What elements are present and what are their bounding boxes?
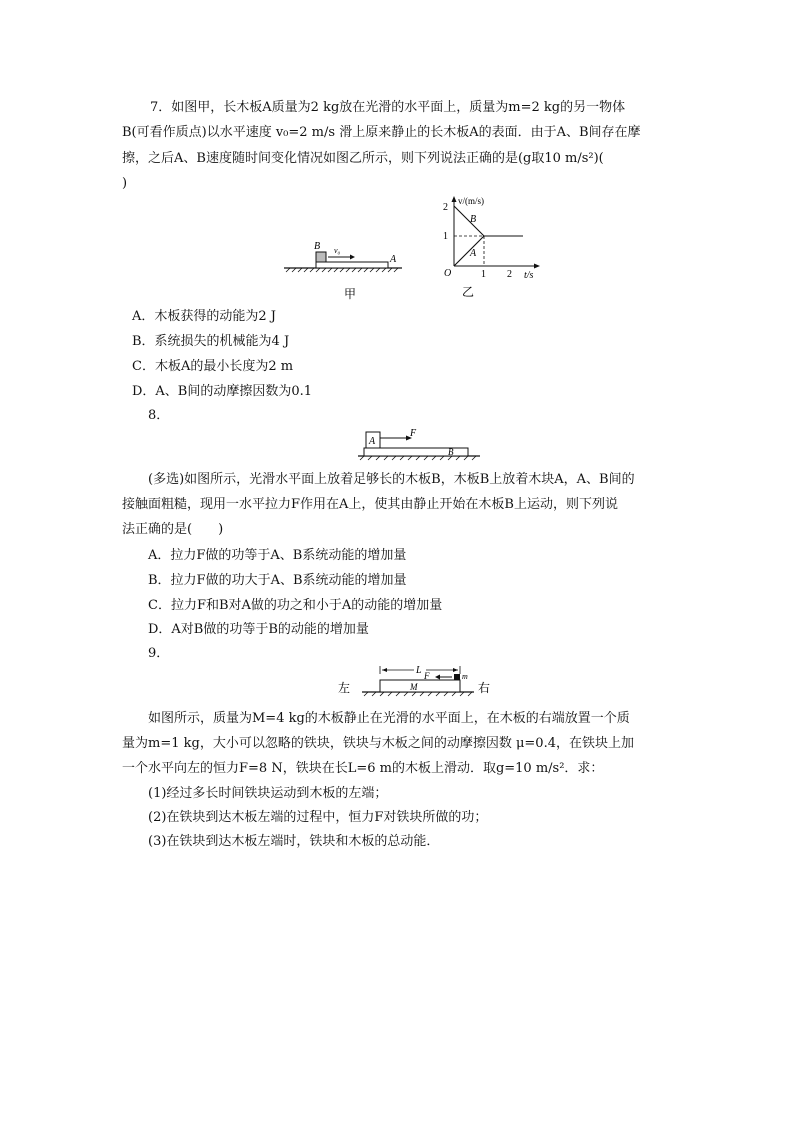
y-tick-2: 2 [443,202,448,213]
series-label-B: B [470,214,477,225]
q8-stem-line-2: 接触面粗糙，现用一水平拉力F作用在A上，使其由静止开始在木板B上运动，则下列说 [122,497,618,512]
q9-item-1: (1)经过多长时间铁块运动到木板的左端； [148,786,388,801]
q7-figure-yi [432,194,552,302]
x-axis-label: t/s [524,270,534,281]
iron-block-m [454,674,460,680]
x-tick-1: 1 [481,269,486,280]
board-M [380,680,460,692]
label-m: m [462,672,468,681]
board-A [316,262,388,268]
q7-stem-line-4: ) [122,176,128,191]
caption-yi: 乙 [462,285,475,299]
caption-jia: 甲 [344,287,357,301]
label-right: 右 [478,681,491,695]
q8-option-b: B．拉力F做的功大于A、B系统动能的增加量 [148,573,407,588]
label-F: F [410,428,417,439]
block-B [316,252,326,262]
series-label-A: A [470,248,477,259]
label-L: L [416,665,422,676]
label-M: M [410,682,418,692]
q7-option-c: C．木板A的最小长度为2 m [132,359,294,374]
ground-hatch [286,268,398,272]
q8-stem-line-3: 法正确的是( ) [122,522,224,537]
q9-stem-line-2: 量为m=1 kg，大小可以忽略的铁块，铁块与木板之间的动摩擦因数 μ=0.4，在铁块上加 [122,736,634,751]
q8-stem-line-1: (多选)如图所示，光滑水平面上放着足够长的木板B，木板B上放着木块A，A、B间的 [148,472,635,487]
q9-item-2: (2)在铁块到达木板左端的过程中，恒力F对铁块所做的功； [148,810,488,825]
label-left: 左 [338,681,351,695]
q8-option-c: C．拉力F和B对A做的功之和小于A的动能的增加量 [148,598,443,613]
q9-figure [334,664,498,700]
series-line-A [454,236,484,266]
q8-number: 8． [148,408,170,423]
origin-label: O [444,268,452,279]
q7-option-a: A．木板获得的动能为2 J [132,309,277,324]
label-A: A [390,254,397,265]
q7-stem-line-3: 擦，之后A、B速度随时间变化情况如图乙所示，则下列说法正确的是(g取10 m/s²)( [122,151,604,166]
y-tick-1: 1 [443,231,448,242]
q9-number: 9． [148,646,170,661]
q7-stem-line-2: B(可看作质点)以水平速度 v₀=2 m/s 滑上原来静止的长木板A的表面．由于A、B间存在摩 [122,125,641,140]
q7-option-b: B．系统损失的机械能为4 J [132,334,290,349]
label-v0: v₀ [334,246,341,255]
ground-hatch [360,456,476,460]
series-line-B [454,206,523,236]
q7-option-d: D．A、B间的动摩擦因数为0.1 [132,384,313,399]
q9-stem-line-3: 一个水平向左的恒力F=8 N，铁块在长L=6 m的木板上滑动．取g=10 m/s²．求： [122,761,604,776]
q7-stem-line-1: 7．如图甲，长木板A质量为2 kg放在光滑的水平面上，质量为m=2 kg的另一物体 [150,100,626,115]
x-tick-2: 2 [507,269,512,280]
q7-figure-jia [278,232,408,302]
label-B: B [314,241,321,252]
label-A: A [369,436,376,447]
label-F: F [424,671,430,681]
q8-option-a: A．拉力F做的功等于A、B系统动能的增加量 [148,548,407,563]
q8-option-d: D．A对B做的功等于B的动能的增加量 [148,622,369,637]
q9-item-3: (3)在铁块到达木板左端时，铁块和木板的总动能． [148,834,440,849]
q9-stem-line-1: 如图所示，质量为M=4 kg的木板静止在光滑的水平面上，在木板的右端放置一个质 [148,711,630,726]
q8-figure [356,424,482,464]
label-B: B [448,447,454,457]
y-axis-label: v/(m/s) [458,196,484,206]
